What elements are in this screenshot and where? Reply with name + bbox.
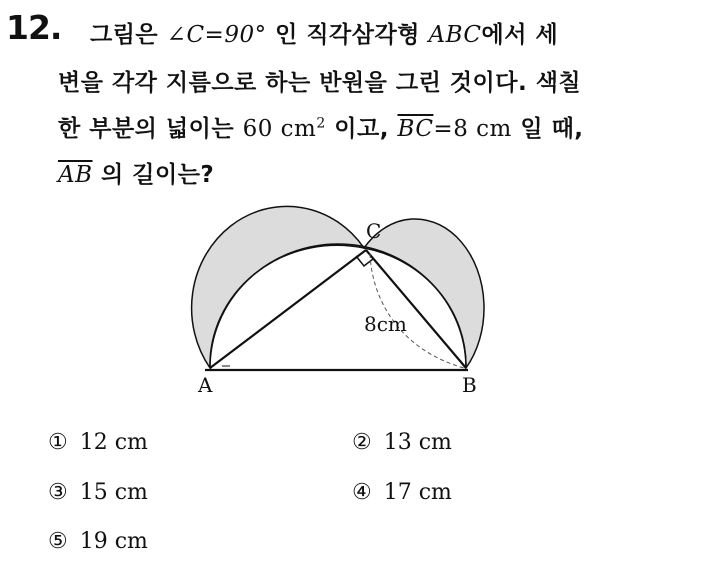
label-a: A — [198, 373, 213, 397]
text: 일 때, — [520, 116, 584, 142]
choice-1[interactable]: ① 12 cm — [48, 430, 148, 455]
text: 의 길이는? — [101, 162, 215, 188]
text: 이고, — [334, 116, 389, 142]
shaded-lune-bc — [364, 219, 484, 368]
choice-3[interactable]: ③ 15 cm — [48, 480, 148, 505]
choice-4[interactable]: ④ 17 cm — [352, 480, 452, 505]
segment-bc: $\overline{BC}$ — [397, 116, 434, 142]
angle-expression: ∠C=90° — [166, 22, 267, 48]
choice-5[interactable]: ⑤ 19 cm — [48, 529, 148, 554]
question-number: 12. — [6, 8, 62, 47]
triangle-name: ABC — [428, 22, 482, 48]
label-c: C — [366, 219, 382, 243]
label-bc-length: 8cm — [364, 312, 407, 336]
text: 한 부분의 넓이는 — [58, 116, 235, 142]
text: 그림은 — [90, 22, 159, 48]
text: 에서 세 — [481, 22, 559, 48]
text: 인 직각삼각형 — [275, 22, 420, 48]
shaded-lune-ac — [192, 206, 364, 368]
label-b: B — [462, 373, 477, 397]
segment-ab: $\overline{AB}$ — [58, 162, 93, 188]
text: 변을 각각 지름으로 하는 반원을 그린 것이다. 색칠 — [58, 70, 582, 96]
area-value: 60 $cm^2$ — [242, 115, 326, 142]
choice-2[interactable]: ② 13 cm — [352, 430, 452, 455]
bc-length: =8 cm — [433, 116, 512, 142]
